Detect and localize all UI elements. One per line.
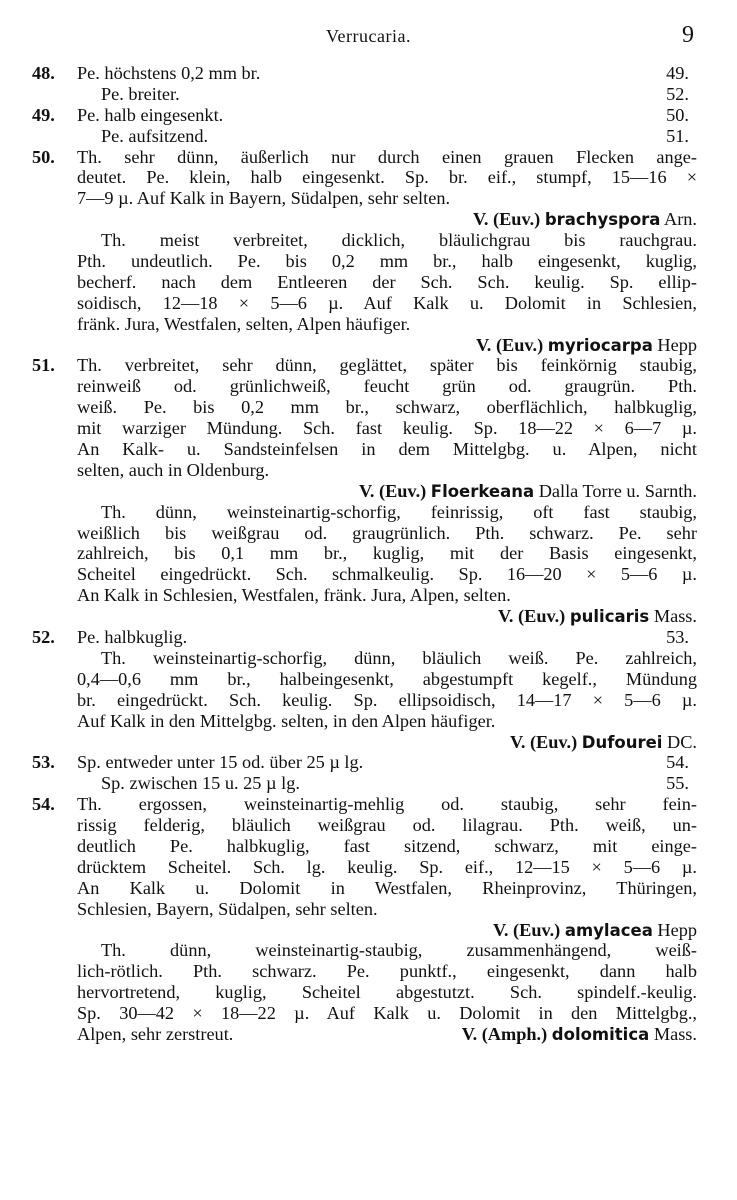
species-name — [77, 606, 697, 628]
key-text-line — [32, 272, 697, 293]
key-text-line — [32, 669, 697, 690]
couplet-number: 54. — [32, 794, 55, 815]
species-epithet: Floerkeana — [430, 481, 535, 501]
key-text: rissig felderig, bläulich weißgrau od. lilagrau. Pth. weiß, un- — [77, 815, 697, 836]
key-text: Alpen, sehr zerstreut. — [77, 1023, 234, 1044]
key-text: deutlich Pe. halbkuglig, fast sitzend, schwarz, mit einge- — [77, 835, 697, 856]
key-text: zahlreich, bis 0,1 mm br., kuglig, mit der Basis eingesenkt, — [77, 543, 697, 564]
key-couplet-line — [32, 752, 697, 773]
author: Hepp — [652, 334, 697, 355]
key-text: br. eingedrückt. Sch. keulig. Sp. ellipsoidisch, 14—17 × 5—6 µ. — [77, 689, 697, 710]
key-text: An Kalk- u. Sandsteinfelsen in dem Mittelgbg. u. Alpen, nicht — [77, 439, 697, 460]
page-header — [0, 22, 737, 52]
couplet-reference: 50. — [666, 104, 689, 125]
key-text: 7—9 µ. Auf Kalk in Bayern, Südalpen, sehr selten. — [77, 188, 451, 209]
key-text: Pe. aufsitzend. — [101, 125, 209, 146]
couplet-reference: 51. — [666, 125, 689, 146]
key-text-line — [32, 585, 697, 606]
species-name-line — [32, 209, 697, 230]
key-couplet-line — [32, 627, 697, 648]
author: Mass. — [649, 1023, 697, 1044]
couplet-number: 50. — [32, 146, 55, 167]
key-text: Pe. breiter. — [101, 83, 180, 104]
key-text-line — [32, 815, 697, 836]
key-text-line — [32, 1024, 697, 1045]
author: Dalla Torre u. Sarnth. — [534, 480, 697, 501]
key-text-line — [32, 773, 697, 794]
species-epithet: myriocarpa — [547, 335, 653, 355]
key-text-line — [32, 961, 697, 982]
key-text-line — [32, 376, 697, 397]
key-text: Sp. 30—42 × 18—22 µ. Auf Kalk u. Dolomit in den Mittelgbg., — [77, 1003, 697, 1024]
key-text: hervortretend, kuglig, Scheitel abgestutzt. Sch. spindelf.-keulig. — [77, 982, 697, 1003]
key-couplet-line — [32, 147, 697, 168]
key-text: lich-rötlich. Pth. schwarz. Pe. punktf., eingesenkt, dann halb — [77, 961, 697, 982]
key-text-line — [32, 188, 697, 209]
key-text: Th. ergossen, weinsteinartig-mehlig od. staubig, sehr fein- — [77, 794, 697, 815]
species-name-line — [32, 335, 697, 356]
key-text: Th. weinsteinartig-schorfig, dünn, bläulich weiß. Pe. zahlreich, — [101, 647, 697, 668]
key-text: An Kalk in Schlesien, Westfalen, fränk. Jura, Alpen, selten. — [77, 585, 511, 606]
genus-abbrev: V. (Euv.) — [493, 919, 565, 940]
key-text: drücktem Scheitel. Sch. lg. keulig. Sp. eif., 12—15 × 5—6 µ. — [77, 856, 697, 877]
key-text: Th. dünn, weinsteinartig-schorfig, feinrissig, oft fast staubig, — [101, 501, 697, 522]
key-text-line — [32, 439, 697, 460]
genus-abbrev: V. (Euv.) — [475, 334, 548, 355]
key-text: reinweiß od. grünlichweiß, feucht grün od. graugrün. Pth. — [77, 376, 697, 397]
key-text: mit warziger Mündung. Sch. fast keulig. Sp. 18—22 × 6—7 µ. — [77, 418, 697, 439]
key-text-line — [32, 251, 697, 272]
key-couplet-line — [32, 105, 697, 126]
key-text: Th. meist verbreitet, dicklich, bläulichgrau bis rauchgrau. — [101, 230, 697, 251]
genus-abbrev: V. (Euv.) — [509, 731, 582, 752]
couplet-reference: 52. — [666, 83, 689, 104]
key-text: deutet. Pe. klein, halb eingesenkt. Sp. br. eif., stumpf, 15—16 × — [77, 167, 697, 188]
key-text-line — [32, 230, 697, 251]
author: Mass. — [649, 606, 697, 627]
couplet-reference: 49. — [666, 63, 689, 83]
key-text-line — [32, 690, 697, 711]
key-text: soidisch, 12—18 × 5—6 µ. Auf Kalk u. Dolomit in Schlesien, — [77, 292, 697, 313]
species-name — [77, 481, 697, 503]
key-text-line — [32, 167, 697, 188]
key-text: An Kalk u. Dolomit in Westfalen, Rheinprovinz, Thüringen, — [77, 877, 697, 898]
species-epithet: amylacea — [564, 920, 653, 940]
key-text: Auf Kalk in den Mittelgbg. selten, in den Alpen häufiger. — [77, 710, 496, 731]
species-epithet: Dufourei — [581, 732, 663, 752]
key-text: Th. verbreitet, sehr dünn, geglättet, später bis feinkörnig staubig, — [77, 355, 697, 376]
species-name — [77, 209, 697, 231]
key-text-line — [32, 314, 697, 335]
author: DC. — [662, 731, 697, 752]
couplet-reference: 54. — [666, 752, 689, 773]
key-text-line — [32, 84, 697, 105]
key-text: weißlich bis weißgrau od. graugrünlich. Pth. schwarz. Pe. sehr — [77, 522, 697, 543]
key-text-line — [32, 940, 697, 961]
key-text: becherf. nach dem Entleeren der Sch. Sch. keulig. Sp. ellip- — [77, 271, 697, 292]
couplet-number: 48. — [32, 63, 55, 83]
author: Arn. — [660, 209, 697, 230]
key-text: Th. sehr dünn, äußerlich nur durch einen grauen Flecken ange- — [77, 146, 697, 167]
key-text-line — [32, 878, 697, 899]
author: Hepp — [652, 919, 697, 940]
key-text-line — [32, 293, 697, 314]
species-name — [77, 732, 697, 754]
key-text-line — [32, 126, 697, 147]
key-text: fränk. Jura, Westfalen, selten, Alpen häufiger. — [77, 313, 411, 334]
key-text-line — [32, 502, 697, 523]
key-text-line — [32, 523, 697, 544]
key-text: Scheitel eingedrückt. Sch. schmalkeulig. Sp. 16—20 × 5—6 µ. — [77, 564, 697, 585]
couplet-number: 53. — [32, 752, 55, 773]
key-text-line — [32, 857, 697, 878]
key-text-line — [32, 711, 697, 732]
couplet-number: 51. — [32, 355, 55, 376]
key-text-line — [32, 982, 697, 1003]
species-epithet: dolomitica — [551, 1024, 650, 1044]
species-epithet: pulicaris — [569, 607, 650, 627]
species-name-line — [32, 606, 697, 627]
couplet-number: 49. — [32, 104, 55, 125]
key-couplet-line — [32, 355, 697, 376]
species-name-line — [32, 481, 697, 502]
species-name-line — [32, 920, 697, 941]
key-text-line — [32, 564, 697, 585]
species-epithet: brachyspora — [544, 210, 661, 230]
species-name-line — [32, 732, 697, 753]
key-text: Sp. entweder unter 15 od. über 25 µ lg. — [77, 752, 364, 773]
genus-abbrev: V. (Euv.) — [473, 209, 545, 230]
key-text: Pth. undeutlich. Pe. bis 0,2 mm br., halb eingesenkt, kuglig, — [77, 251, 697, 272]
key-text-line — [32, 648, 697, 669]
couplet-reference: 53. — [666, 627, 689, 648]
key-couplet-line — [32, 794, 697, 815]
couplet-reference: 55. — [666, 773, 689, 794]
key-text: Pe. höchstens 0,2 mm br. — [77, 63, 261, 83]
key-text-line — [32, 397, 697, 418]
key-text — [32, 63, 697, 1045]
key-text-line — [32, 836, 697, 857]
key-text: Th. dünn, weinsteinartig-staubig, zusammenhängend, weiß- — [101, 940, 697, 961]
key-text: Schlesien, Bayern, Südalpen, sehr selten. — [77, 898, 378, 919]
key-text-line — [32, 543, 697, 564]
page-number: 9 — [682, 22, 694, 48]
genus-abbrev: V. (Euv.) — [359, 480, 431, 501]
key-text: selten, auch in Oldenburg. — [77, 459, 270, 480]
key-text: weiß. Pe. bis 0,2 mm br., schwarz, oberflächlich, halbkuglig, — [77, 397, 697, 418]
key-text: 0,4—0,6 mm br., halbeingesenkt, abgestumpft kegelf., Mündung — [77, 668, 697, 689]
key-text: Pe. halb eingesenkt. — [77, 104, 224, 125]
species-name — [77, 1024, 697, 1046]
genus-abbrev: V. (Amph.) — [461, 1023, 552, 1044]
key-text-line — [32, 1003, 697, 1024]
key-text-line — [32, 418, 697, 439]
key-text-line — [32, 460, 697, 481]
key-text: Sp. zwischen 15 u. 25 µ lg. — [101, 773, 300, 794]
key-text-line — [32, 899, 697, 920]
genus-abbrev: V. (Euv.) — [498, 606, 570, 627]
key-couplet-line — [32, 63, 697, 84]
species-name — [77, 920, 697, 942]
species-name — [77, 335, 697, 357]
couplet-number: 52. — [32, 627, 55, 648]
running-title: Verrucaria. — [326, 26, 411, 46]
key-text: Pe. halbkuglig. — [77, 627, 188, 648]
